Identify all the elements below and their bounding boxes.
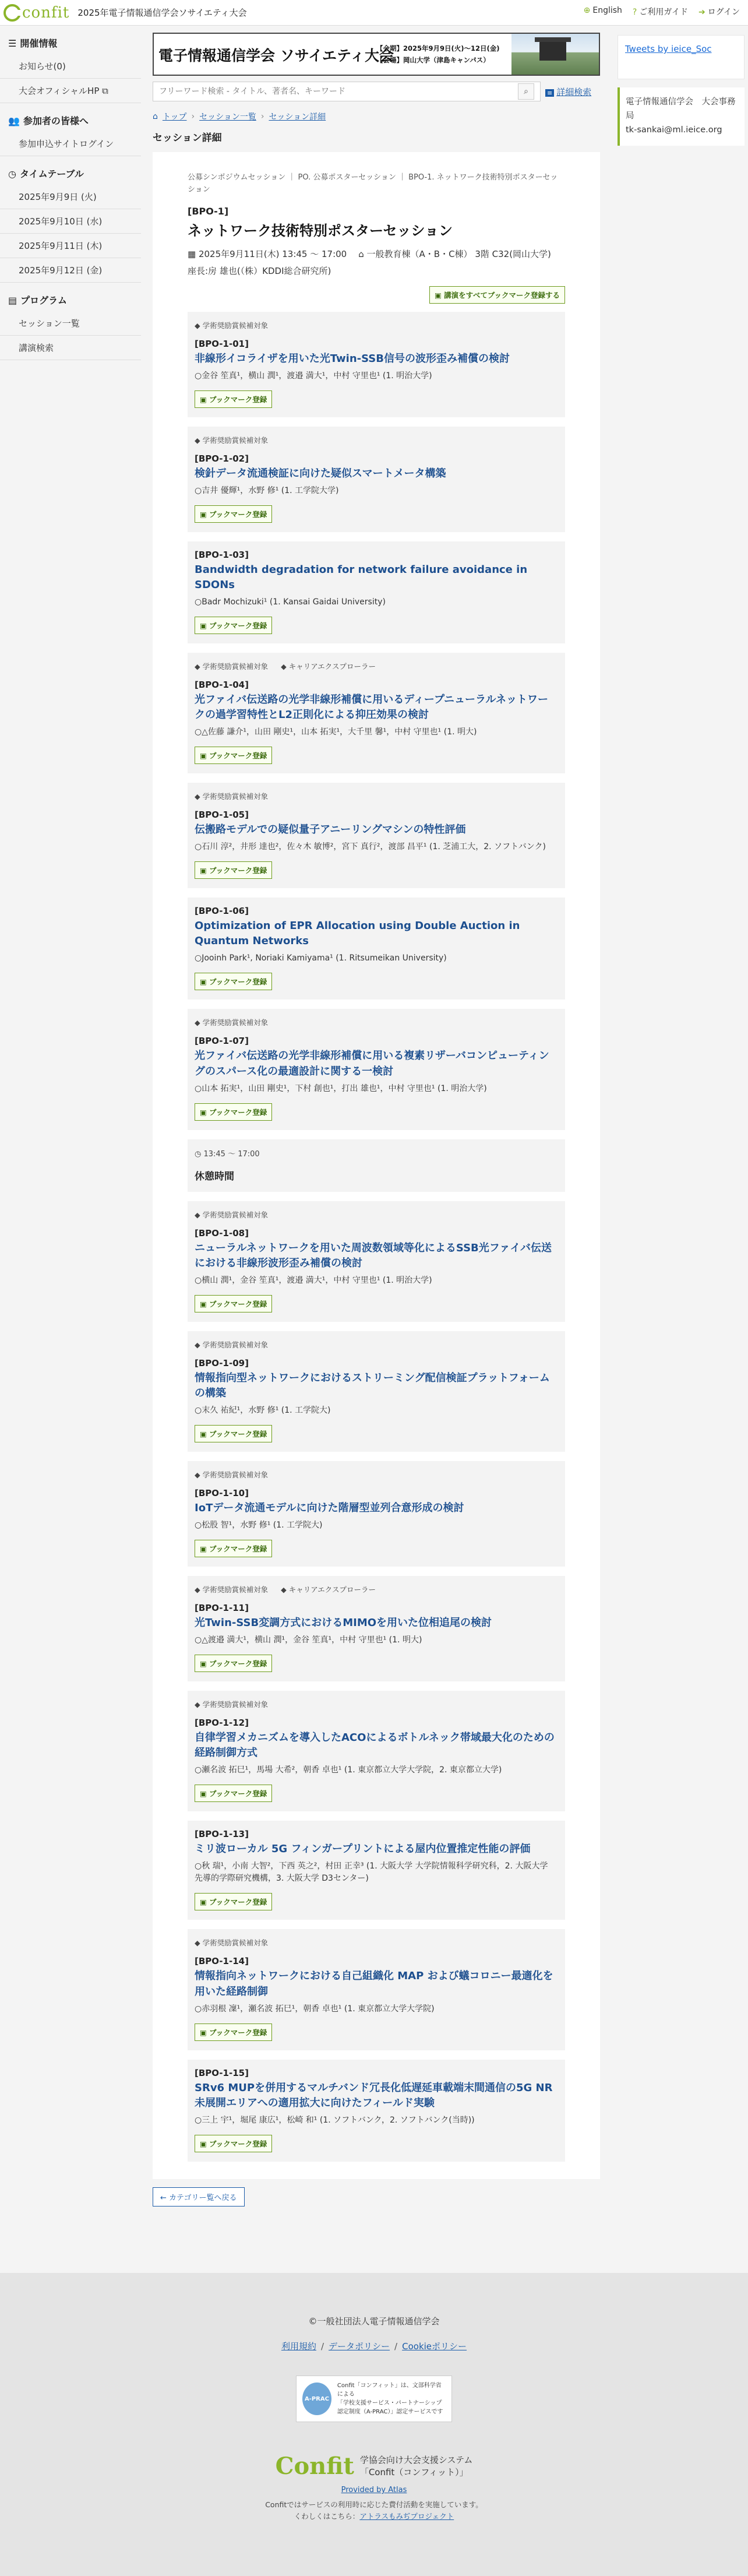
sidebar-heading-info: ☰ 開催情報 [8, 38, 58, 49]
chevron-right-icon: › [191, 112, 195, 121]
presentation-tags [195, 1937, 558, 1948]
sidebar-item-registration-login[interactable]: 参加申込サイトログイン [0, 132, 141, 156]
presentation-card [188, 1576, 565, 1681]
tag: ◆ 学術奨励賞候補対象 [195, 1340, 269, 1349]
presentation-authors: ○三上 宇¹，堀尾 康広¹，松崎 和¹ (1. ソフトバンク，2. ソフトバンク(当時)) [195, 2115, 475, 2125]
tag-icon: ◆ [195, 1700, 200, 1709]
tag: ◆ 学術奨励賞候補対象 [195, 321, 269, 330]
tag: ◆ 学術奨励賞候補対象 [195, 792, 269, 801]
presentation-title[interactable]: ニューラルネットワークを用いた周波数領域等化によるSSB光ファイバ伝送における非線形波形歪み補償の検討 [195, 1241, 552, 1269]
presentation-title[interactable]: ミリ波ローカル 5G フィンガープリントによる屋内位置推定性能の評価 [195, 1843, 531, 1856]
presentation-tags [195, 1469, 558, 1480]
presentation-title[interactable]: SRv6 MUPを併用するマルチバンド冗長化低遅延車載端末間通信の5G NR未展開エリアへの適用拡大に向けたフィールド実験 [195, 2081, 553, 2109]
tag: ◆ 学術奨励賞候補対象 [195, 1210, 269, 1219]
tag: ◆ キャリアエクスプローラー [281, 1585, 376, 1595]
presentation-title[interactable]: 伝搬路モデルでの疑似量子アニーリングマシンの特性評価 [195, 824, 466, 836]
presentation-tags [195, 435, 558, 445]
presentation-tags [195, 661, 558, 671]
bookmark-all-row [188, 286, 565, 304]
advanced-search-icon: ≡ [545, 89, 554, 97]
presentation-card [188, 541, 565, 643]
bookmark-button[interactable]: ▣ ブックマーク登録 [195, 1540, 272, 1557]
presentation-tags [195, 791, 558, 801]
bookmark-icon: ▣ [200, 977, 210, 987]
presentation-code: [BPO-1-01] [195, 338, 249, 349]
presentation-authors: ○Jooinh Park¹, Noriaki Kamiyama¹ (1. Ritsumeikan University) [195, 953, 447, 963]
bookmark-icon: ▣ [200, 2028, 210, 2037]
advanced-search-link[interactable]: ≡ 詳細検索 [545, 86, 591, 98]
presentation-tags [195, 1017, 558, 1027]
sidebar-item-day3[interactable]: 2025年9月11日 (木) [0, 234, 141, 258]
presentation-card [188, 1821, 565, 1920]
tag: ◆ 学術奨励賞候補対象 [195, 1018, 269, 1027]
bookmark-icon: ▣ [200, 509, 210, 519]
presentation-title[interactable]: 非線形イコライザを用いた光Twin-SSB信号の波形歪み補償の検討 [195, 352, 510, 365]
footer-links: 利用規約 / データポリシー / Cookieポリシー [281, 2341, 467, 2352]
footer-confit-logo [0, 2452, 748, 2480]
confit-footer-sub: 学協会向け大会支援システム 「Confit（コンフィット）」 [359, 2455, 473, 2478]
cookie-policy-link[interactable]: Cookieポリシー [402, 2341, 467, 2352]
presentation-code: [BPO-1-02] [195, 453, 249, 464]
break-card [188, 1139, 565, 1192]
presentation-title[interactable]: 光ファイバ伝送路の光学非線形補償に用いるディープニューラルネットワークの過学習特性とL2正則化による抑圧効果の検討 [195, 693, 548, 722]
bookmark-icon: ▣ [200, 1299, 210, 1308]
presentation-authors: ○瀬名波 拓巳¹，馬場 大希²，朝香 卓也¹ (1. 東京都立大学大学院，2. 東京都立大学) [195, 1765, 502, 1775]
tag: ◆ キャリアエクスプローラー [281, 661, 376, 671]
bookmark-button[interactable]: ▣ ブックマーク登録 [195, 2024, 272, 2041]
sidebar-item-search[interactable]: 講演検索 [0, 336, 141, 360]
clock-icon: ◷ [8, 168, 16, 180]
presentation-tags [195, 1699, 558, 1709]
login-icon: ➔ [698, 8, 705, 17]
bookmark-button[interactable]: ▣ ブックマーク登録 [195, 505, 272, 523]
contact-box [618, 87, 745, 146]
sidebar-item-day4[interactable]: 2025年9月12日 (金) [0, 258, 141, 283]
breadcrumb-session-list[interactable]: セッション一覧 [199, 112, 256, 122]
sidebar-item-day2[interactable]: 2025年9月10日 (水) [0, 209, 141, 234]
presentation-code: [BPO-1-03] [195, 549, 249, 560]
presentation-tags [195, 1209, 558, 1220]
tag-icon: ◆ [281, 661, 287, 671]
search-row [153, 82, 600, 101]
search-icon: ⌕ [524, 87, 528, 96]
presentation-code: [BPO-1-14] [195, 1956, 249, 1967]
presentation-card [188, 783, 565, 888]
tag-icon: ◆ [195, 1210, 200, 1219]
list-icon: ☰ [8, 38, 17, 49]
presentation-code: [BPO-1-15] [195, 2067, 249, 2078]
tag: ◆ 学術奨励賞候補対象 [195, 1700, 269, 1709]
break-time: ◷ 13:45 〜 17:00 [195, 1149, 260, 1159]
conference-banner[interactable] [153, 33, 600, 76]
presentation-code: [BPO-1-07] [195, 1036, 249, 1047]
presentation-card [188, 653, 565, 773]
bookmark-icon: ▣ [200, 1544, 210, 1554]
site-title[interactable]: 2025年電子情報通信学会ソサイエティ大会 [77, 8, 247, 18]
top-links [584, 6, 740, 17]
presentation-title[interactable]: Bandwidth degradation for network failure avoidance in SDONs [195, 563, 528, 591]
presentation-card [188, 2060, 565, 2162]
users-icon: 👥 [8, 115, 20, 126]
bookmark-button[interactable]: ▣ ブックマーク登録 [195, 747, 272, 764]
footer [0, 2273, 748, 2576]
presentation-authors: ○金谷 笙真¹，横山 潤¹，渡邉 満大¹，中村 守里也¹ (1. 明治大学) [195, 371, 432, 381]
sidebar-item-day1[interactable]: 2025年9月9日 (火) [0, 185, 141, 209]
bookmark-icon: ▣ [200, 1789, 210, 1799]
footer-note: Confitではサービスの利用時に応じた費付活動を実施しています。 くわしくはこちら：アトラスもみぢプロジェクト [265, 2500, 483, 2521]
confit-logo-text: confit [22, 3, 70, 22]
bookmark-icon: ▣ [200, 1430, 210, 1438]
presentation-tags [195, 1339, 558, 1350]
presentation-title[interactable]: IoTデータ流通モデルに向けた階層型並列合意形成の検討 [195, 1502, 464, 1514]
breadcrumb-session-detail[interactable]: セッション詳細 [269, 112, 326, 122]
session-meta [188, 248, 565, 260]
breadcrumb [153, 111, 600, 122]
sidebar-heading-program: ▤ プログラム [8, 295, 67, 306]
presentation-tags [195, 320, 558, 330]
presentation-title[interactable]: 光ファイバ伝送路の光学非線形補償に用いる複素リザーバコンピューティングのスパース化の最適設計に関する一検討 [195, 1050, 549, 1078]
bookmark-button[interactable]: ▣ ブックマーク登録 [195, 1893, 272, 1910]
presentation-authors: ○松股 智¹，水野 修¹ (1. 工学院大) [195, 1521, 323, 1530]
presentation-card [188, 312, 565, 417]
sidebar-item-news[interactable]: お知らせ(0) [0, 54, 141, 79]
bookmark-button[interactable]: ▣ ブックマーク登録 [195, 617, 272, 634]
bookmark-icon: ▣ [200, 1898, 210, 1907]
presentation-list [188, 312, 565, 2162]
tag-icon: ◆ [281, 1585, 287, 1595]
bookmark-button[interactable]: ▣ ブックマーク登録 [195, 973, 272, 990]
main-content [153, 33, 600, 2207]
external-link-icon: ⧉ [102, 86, 108, 96]
bookmark-button[interactable]: ▣ ブックマーク登録 [195, 861, 272, 879]
twitter-widget [618, 35, 745, 79]
terms-link[interactable]: 利用規約 [281, 2341, 316, 2352]
calendar-icon: ▦ [188, 248, 199, 259]
data-policy-link[interactable]: データポリシー [329, 2341, 390, 2352]
tag: ◆ 学術奨励賞候補対象 [195, 1585, 269, 1595]
bookmark-icon: ▣ [200, 751, 210, 761]
session-path: 公募シンポジウムセッション ｜ PO. 公募ポスターセッション ｜ BPO-1. ネットワーク技術特別ポスターセッション [188, 173, 558, 194]
presentation-authors: ○横山 潤¹，金谷 笙真¹，渡邉 満大¹，中村 守里也¹ (1. 明治大学) [195, 1275, 432, 1285]
building-icon: ⌂ [358, 248, 367, 259]
presentation-title[interactable]: 情報指向ネットワークにおける自己組織化 MAP および蟻コロニー最適化を用いた経路制御 [195, 1970, 553, 1998]
provided-by-link[interactable]: Provided by Atlas [341, 2486, 407, 2494]
presentation-card [188, 898, 565, 1000]
presentation-card [188, 427, 565, 532]
presentation-card [188, 1929, 565, 2050]
bookmark-button[interactable]: ▣ ブックマーク登録 [195, 1295, 272, 1312]
session-panel [153, 152, 600, 2179]
a-prac-text: Confit「コンフィット」は、文部科学省による 「学校支援サービス・パートナーシップ 認定制度（A-PRAC）」認定サービスです [337, 2383, 443, 2415]
confit-footer-mark: Confit [275, 2452, 354, 2480]
presentation-code: [BPO-1-09] [195, 1357, 249, 1368]
tag: ◆ 学術奨励賞候補対象 [195, 1938, 269, 1948]
top-bar [0, 0, 748, 26]
tag: ◆ 学術奨励賞候補対象 [195, 1470, 269, 1479]
presentation-authors: ○山本 拓実¹，山田 剛史¹，下村 創也¹，打出 雄也¹，中村 守里也¹ (1. 明治大学) [195, 1083, 487, 1093]
tag-icon: ◆ [195, 661, 200, 671]
chevron-right-icon: › [260, 112, 264, 121]
sidebar-item-official-hp[interactable]: 大会オフィシャルHP ⧉ [0, 79, 141, 103]
presentation-title[interactable]: 検針データ流通検証に向けた疑似スマートメータ構築 [195, 467, 446, 480]
back-row [153, 2187, 600, 2207]
break-title: 休憩時間 [195, 1170, 234, 1183]
globe-icon: ⊕ [583, 6, 591, 15]
login-link[interactable]: ➔ ログイン [698, 8, 740, 17]
contact-email: tk-sankai@ml.ieice.org [626, 125, 722, 135]
presentation-authors: ○赤羽根 凜¹，瀬名波 拓巳¹，朝香 卓也¹ (1. 東京都立大学大学院) [195, 2004, 435, 2014]
presentation-authors: ○石川 淳²，井形 達也²，佐々木 敏博²，宮下 真行²，渡部 昌平¹ (1. 芝浦工大，2. ソフトバンク) [195, 842, 546, 852]
session-title: ネットワーク技術特別ポスターセッション [188, 222, 453, 239]
guide-link[interactable]: ? ご利用ガイド [632, 8, 688, 17]
book-icon: ▤ [8, 295, 17, 306]
left-sidebar [0, 26, 146, 360]
bookmark-icon: ▣ [200, 1659, 210, 1669]
confit-logo-mark [3, 4, 21, 22]
search-button[interactable] [518, 83, 534, 100]
presentation-authors: ○Badr Mochizuki¹ (1. Kansai Gaidai University) [195, 597, 386, 607]
a-prac-logo: A-PRAC [302, 2383, 331, 2415]
session-location: ⌂ 一般教育棟（A・B・C棟） 3階 C32(岡山大学) [358, 248, 551, 259]
presentation-title[interactable]: 情報指向型ネットワークにおけるストリーミング配信検証プラットフォームの構築 [195, 1371, 550, 1399]
presentation-card [188, 1331, 565, 1452]
presentation-authors: ○吉井 優輝¹，水野 修¹ (1. 工学院大学) [195, 485, 339, 495]
tag-icon: ◆ [195, 1018, 200, 1027]
bookmark-button[interactable]: ▣ ブックマーク登録 [195, 1785, 272, 1802]
presentation-code: [BPO-1-13] [195, 1829, 249, 1840]
search-input[interactable] [159, 87, 518, 96]
tag: ◆ 学術奨励賞候補対象 [195, 661, 269, 671]
bookmark-button[interactable]: ▣ ブックマーク登録 [195, 1655, 272, 1672]
breadcrumb-top[interactable]: トップ [162, 112, 187, 122]
session-datetime: ▦ 2025年9月11日(木) 13:45 〜 17:00 [188, 248, 347, 259]
sidebar-heading-participants: 👥 参加者の皆様へ [8, 115, 89, 126]
castle-shape [539, 41, 566, 61]
sidebar-heading-timetable: ◷ タイムテーブル [8, 168, 84, 180]
footer-copyright: ©一般社団法人電子情報通信学会 [308, 2316, 440, 2327]
presentation-code: [BPO-1-11] [195, 1603, 249, 1614]
sidebar-item-session-list[interactable]: セッション一覧 [0, 311, 141, 336]
presentation-code: [BPO-1-05] [195, 810, 249, 821]
tag-icon: ◆ [195, 435, 200, 445]
bookmark-icon: ▣ [200, 2139, 210, 2148]
tag-icon: ◆ [195, 1340, 200, 1349]
bookmark-icon: ▣ [200, 866, 210, 875]
bookmark-icon: ▣ [434, 290, 444, 300]
presentation-title[interactable]: 自律学習メカニズムを導入したACOによるボトルネック帯域最大化のための経路制御方式 [195, 1732, 555, 1759]
bookmark-button[interactable]: ▣ ブックマーク登録 [195, 1425, 272, 1442]
presentation-authors: ○末久 祐紀¹，水野 修¹ (1. 工学院大) [195, 1406, 331, 1415]
page-heading: セッション詳細 [153, 132, 222, 144]
presentation-authors: ○△佐藤 謙介¹，山田 剛史¹，山本 拓実¹，大千里 馨¹，中村 守里也¹ (1. 明大) [195, 727, 477, 737]
bookmark-button[interactable]: ▣ ブックマーク登録 [195, 390, 272, 408]
contact-office: 電子情報通信学会 大会事務局 [626, 97, 736, 121]
momiji-project-link[interactable]: アトラスもみぢプロジェクト [359, 2512, 454, 2521]
right-sidebar [614, 26, 748, 146]
presentation-code: [BPO-1-12] [195, 1718, 249, 1729]
back-to-category-button[interactable]: ← カテゴリー覧へ戻る [153, 2187, 245, 2207]
tag-icon: ◆ [195, 1938, 200, 1948]
presentation-card [188, 1201, 565, 1322]
tag-icon: ◆ [195, 1585, 200, 1595]
tag-icon: ◆ [195, 792, 200, 801]
bookmark-icon: ▣ [200, 621, 210, 630]
session-code: [BPO-1] [188, 205, 229, 217]
presentation-authors: ○秋 瑞¹，小南 大智²，下西 英之²，村田 正幸³ (1. 大阪大学 大学院情報科学研究科，2. 大阪大学 先導的学際研究機構，3. 大阪大学 D3センター) [195, 1861, 548, 1884]
tag: ◆ 学術奨励賞候補対象 [195, 435, 269, 445]
presentation-code: [BPO-1-04] [195, 679, 249, 690]
bookmark-icon: ▣ [200, 395, 210, 404]
a-prac-badge[interactable] [296, 2376, 452, 2422]
presentation-authors: ○△渡邉 満大¹，横山 潤¹，金谷 笙真¹，中村 守里也¹ (1. 明大) [195, 1635, 422, 1645]
presentation-card [188, 1009, 565, 1129]
presentation-card [188, 1461, 565, 1567]
tag-icon: ◆ [195, 321, 200, 330]
castle-image [511, 34, 599, 75]
banner-title: 電子情報通信学会 ソサイエティ大会 [158, 47, 394, 64]
presentation-code: [BPO-1-10] [195, 1488, 249, 1498]
english-link[interactable]: ⊕ English [583, 6, 622, 15]
presentation-card [188, 1691, 565, 1811]
bookmark-button[interactable]: ▣ ブックマーク登録 [195, 1103, 272, 1121]
presentation-tags [195, 1584, 558, 1595]
banner-dates: 【会期】2025年9月9日(火)〜12日(金) 【会場】岡山大学（津島キャンパス） [376, 44, 500, 64]
clock-icon: ◷ [195, 1149, 204, 1159]
search-box [153, 82, 541, 101]
tag-icon: ◆ [195, 1470, 200, 1479]
presentation-title[interactable]: 光Twin-SSB変調方式におけるMIMOを用いた位相追尾の検討 [195, 1617, 492, 1630]
twitter-link[interactable]: Tweets by ieice_Soc [625, 44, 712, 54]
bookmark-button[interactable]: ▣ ブックマーク登録 [195, 2135, 272, 2152]
bookmark-all-button[interactable]: ▣ 講演をすべてブックマーク登録する [429, 286, 565, 304]
question-icon: ? [632, 8, 637, 17]
confit-logo[interactable] [3, 4, 69, 22]
presentation-code: [BPO-1-06] [195, 906, 249, 917]
session-chair: 座長:房 雄也(（株）KDDI総合研究所) [188, 265, 331, 276]
presentation-code: [BPO-1-08] [195, 1227, 249, 1238]
home-icon: ⌂ [153, 112, 158, 121]
presentation-title[interactable]: Optimization of EPR Allocation using Double Auction in Quantum Networks [195, 920, 520, 948]
arrow-left-icon: ← [160, 2193, 170, 2202]
bookmark-icon: ▣ [200, 1107, 210, 1117]
